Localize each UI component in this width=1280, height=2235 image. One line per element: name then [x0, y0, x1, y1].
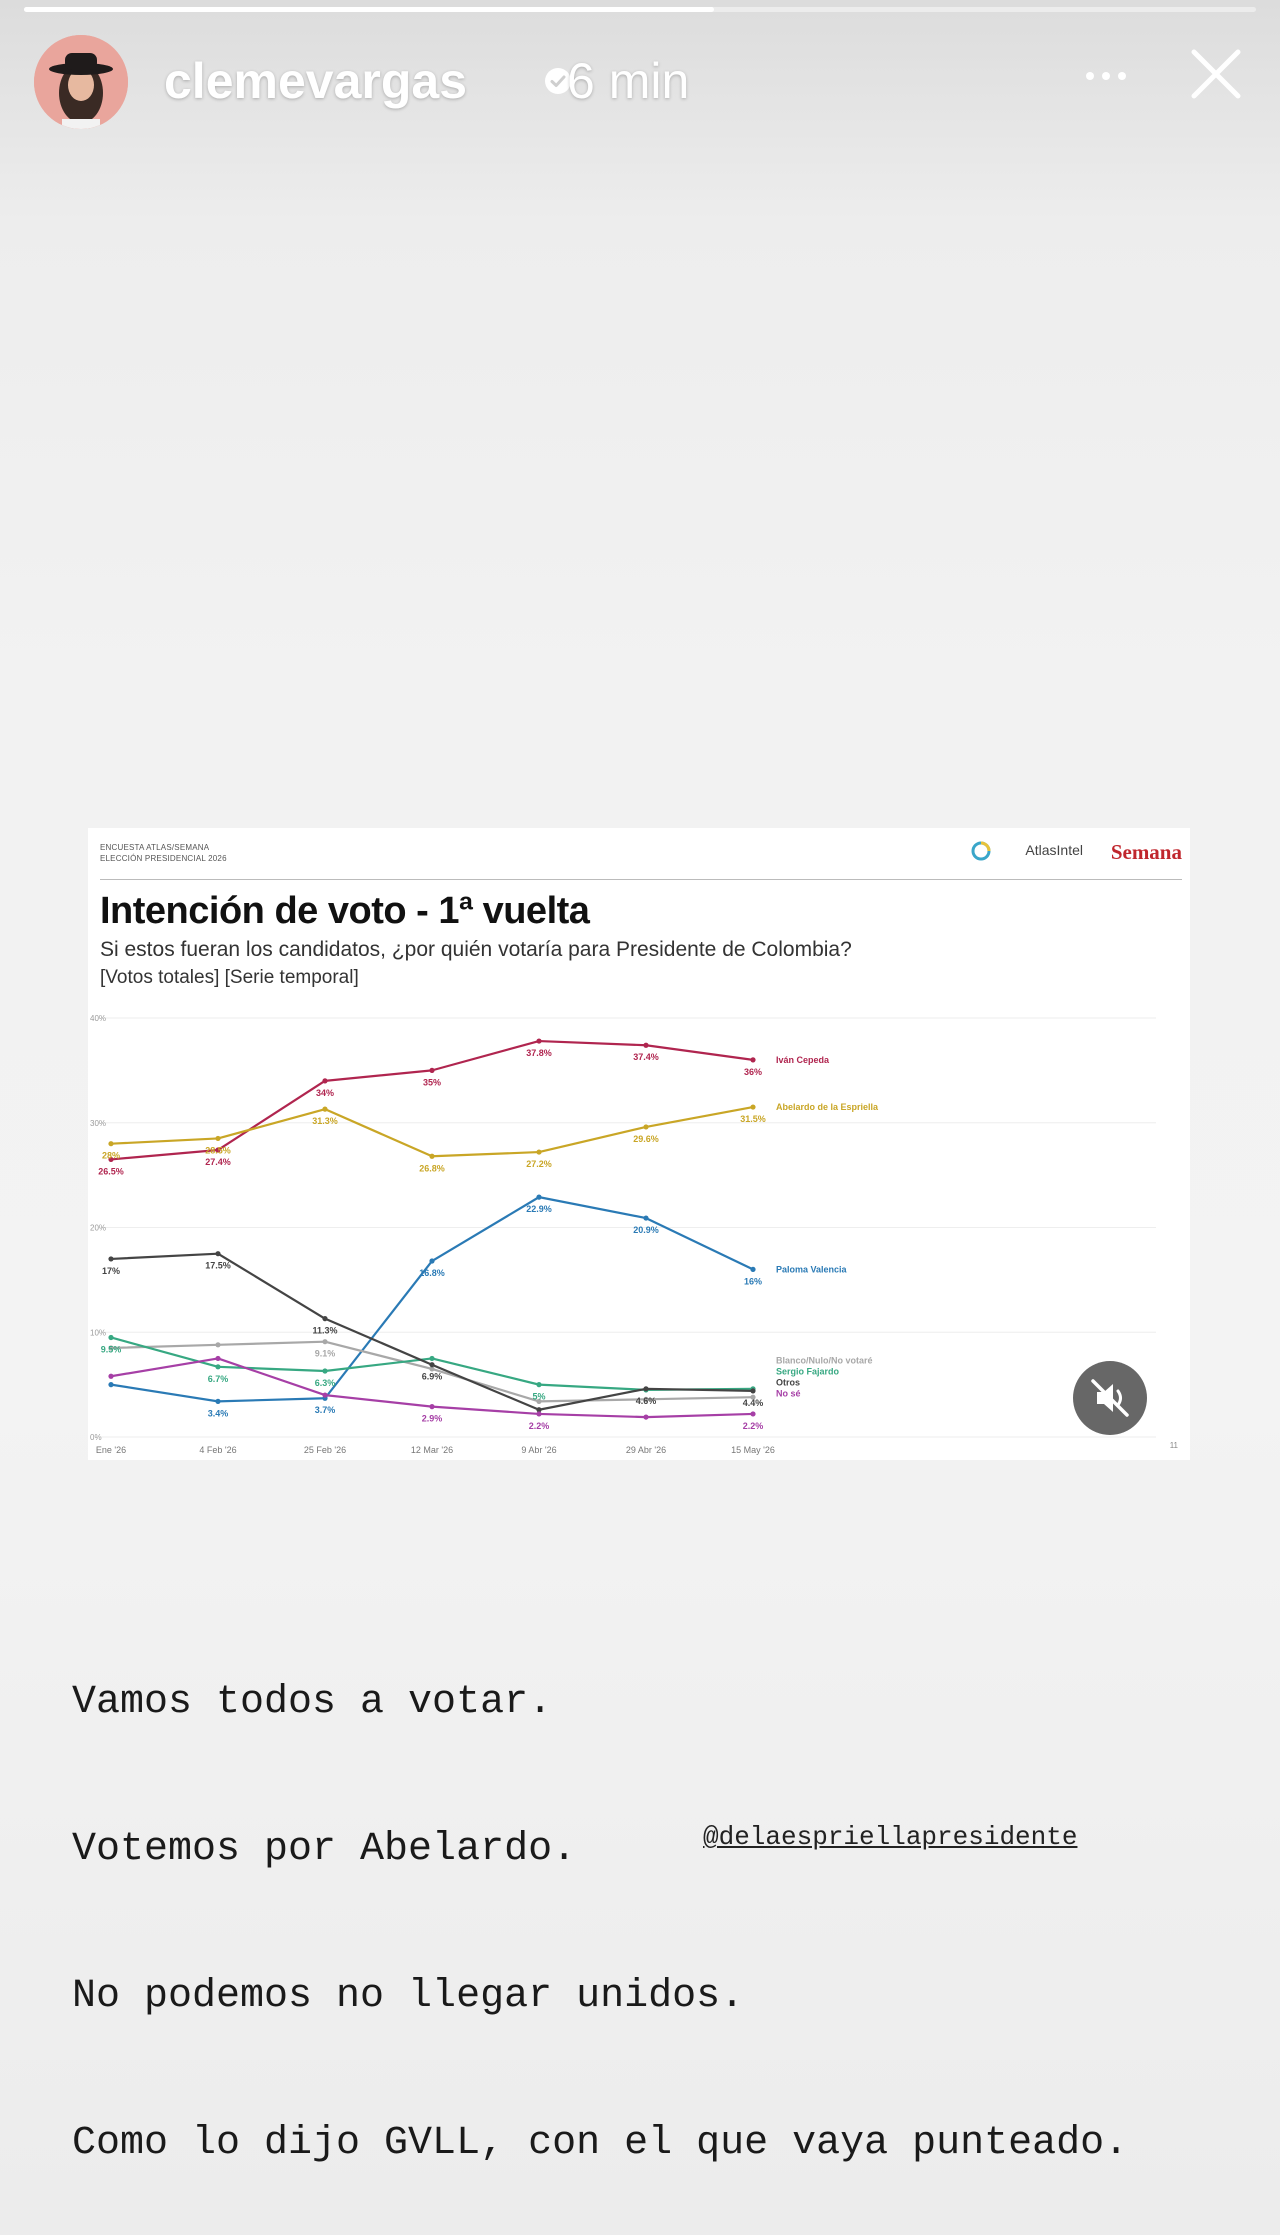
data-point: [750, 1267, 755, 1272]
data-point: [643, 1124, 648, 1129]
data-point: [536, 1382, 541, 1387]
data-point: [215, 1399, 220, 1404]
data-label: 16%: [743, 1276, 763, 1287]
story-caption: [72, 1580, 1128, 2217]
chart-note: [Votos totales] [Serie temporal]: [100, 967, 359, 988]
series-name-label: Paloma Valencia: [776, 1264, 847, 1275]
atlasintel-brand: AtlasIntel: [1025, 842, 1083, 858]
data-label: 37.8%: [526, 1048, 552, 1059]
mute-button[interactable]: [1073, 1361, 1147, 1435]
y-tick-label: 30%: [90, 1118, 107, 1128]
data-label: 17%: [101, 1265, 121, 1276]
data-label: 4.4%: [742, 1397, 764, 1408]
kicker-line-1: ENCUESTA ATLAS/SEMANA: [100, 843, 210, 852]
data-label: 31.5%: [740, 1114, 766, 1125]
data-point: [215, 1251, 220, 1256]
data-label: 6.9%: [421, 1371, 443, 1382]
data-point: [322, 1316, 327, 1321]
data-label: 11.3%: [312, 1325, 338, 1336]
mention-link[interactable]: @delaespriellapresidente: [703, 1822, 1078, 1852]
data-point: [750, 1411, 755, 1416]
data-label: 5%: [532, 1391, 546, 1402]
data-label: 2.2%: [528, 1420, 550, 1431]
data-point: [429, 1258, 434, 1263]
page-number: 11: [1169, 1441, 1178, 1450]
more-options-icon[interactable]: [1076, 56, 1136, 96]
series-name-label: Blanco/Nulo/No votaré: [776, 1355, 873, 1366]
data-label: 16.8%: [419, 1268, 445, 1279]
avatar[interactable]: [34, 35, 128, 129]
series-name-label: Abelardo de la Espriella: [776, 1102, 879, 1113]
data-label: 26.5%: [98, 1166, 124, 1177]
x-tick-label: 4 Feb '26: [199, 1445, 237, 1455]
data-point: [429, 1154, 434, 1159]
data-point: [322, 1107, 327, 1112]
data-point: [429, 1356, 434, 1361]
data-label: 9.1%: [314, 1348, 336, 1359]
line-chart: [88, 988, 1190, 1460]
data-label: 31.3%: [312, 1116, 338, 1127]
x-tick-label: 12 Mar '26: [410, 1445, 454, 1455]
series-name-label: Sergio Fajardo: [776, 1366, 840, 1377]
username[interactable]: clemevargas: [164, 53, 468, 109]
data-label: 27.4%: [205, 1156, 231, 1167]
data-point: [643, 1043, 648, 1048]
y-tick-label: 10%: [90, 1328, 107, 1338]
data-point: [429, 1362, 434, 1367]
data-point: [108, 1256, 113, 1261]
x-tick-label: 25 Feb '26: [303, 1445, 347, 1455]
x-tick-label: 9 Abr '26: [521, 1445, 557, 1455]
data-label: 36%: [743, 1066, 763, 1077]
caption-line: Vamos todos a votar.: [72, 1680, 553, 1725]
data-point: [215, 1136, 220, 1141]
data-label: 17.5%: [205, 1260, 231, 1271]
x-tick-label: 29 Abr '26: [625, 1445, 667, 1455]
data-point: [322, 1368, 327, 1373]
data-label: 28%: [101, 1150, 121, 1161]
data-point: [750, 1104, 755, 1109]
data-label: 6.3%: [314, 1378, 336, 1389]
story-progress-bar: [24, 7, 1256, 12]
data-label: 20.9%: [633, 1225, 659, 1236]
semana-brand: Semana: [1110, 840, 1182, 864]
x-tick-label: Ene '26: [95, 1445, 127, 1455]
series-name-label: No sé: [776, 1388, 801, 1399]
data-point: [429, 1068, 434, 1073]
series-name-label: Iván Cepeda: [776, 1054, 830, 1065]
data-point: [108, 1141, 113, 1146]
data-point: [429, 1404, 434, 1409]
caption-line: Como lo dijo GVLL, con el que vaya punteado.: [72, 2121, 1129, 2166]
chart-title: Intención de voto - 1ª vuelta: [100, 890, 590, 932]
chart-kicker: [100, 842, 227, 864]
data-label: 26.8%: [419, 1163, 445, 1174]
close-icon[interactable]: [1186, 44, 1246, 104]
data-point: [643, 1414, 648, 1419]
data-point: [108, 1374, 113, 1379]
data-label: 28.5%: [205, 1145, 231, 1156]
data-point: [322, 1078, 327, 1083]
data-label: 6.7%: [207, 1373, 229, 1384]
data-label: 29.6%: [633, 1133, 659, 1144]
data-label: 2.2%: [742, 1420, 764, 1431]
data-label: 37.4%: [633, 1052, 659, 1063]
atlasintel-logo-icon: [970, 840, 992, 862]
data-point: [215, 1342, 220, 1347]
story-progress-fill: [24, 7, 714, 12]
data-label: 35%: [422, 1077, 442, 1088]
data-label: 4.6%: [635, 1395, 657, 1406]
data-point: [750, 1388, 755, 1393]
data-point: [643, 1215, 648, 1220]
data-point: [536, 1038, 541, 1043]
post-time: 6 min: [567, 53, 690, 109]
y-tick-label: 20%: [90, 1223, 107, 1233]
speaker-muted-icon: [1073, 1361, 1147, 1435]
chart-subtitle: Si estos fueran los candidatos, ¿por quién votaría para Presidente de Colombia?: [100, 938, 852, 961]
data-point: [536, 1149, 541, 1154]
data-point: [643, 1386, 648, 1391]
data-point: [750, 1057, 755, 1062]
data-point: [215, 1364, 220, 1369]
x-tick-label: 15 May '26: [731, 1445, 775, 1455]
data-label: 3.7%: [314, 1405, 336, 1416]
data-label: 2.9%: [421, 1413, 443, 1424]
kicker-line-2: ELECCIÓN PRESIDENCIAL 2026: [100, 854, 227, 863]
series-name-label: Otros: [776, 1377, 801, 1388]
data-label: 27.2%: [526, 1159, 552, 1170]
y-tick-label: 40%: [90, 1014, 107, 1023]
data-label: 22.9%: [526, 1204, 552, 1215]
data-point: [108, 1382, 113, 1387]
data-point: [536, 1411, 541, 1416]
y-tick-label: 0%: [90, 1433, 102, 1442]
data-label: 9.5%: [100, 1344, 122, 1355]
data-point: [322, 1339, 327, 1344]
data-point: [536, 1195, 541, 1200]
story-header: [34, 30, 1246, 130]
data-point: [215, 1356, 220, 1361]
caption-line: No podemos no llegar unidos.: [72, 1974, 745, 2019]
caption-line: Votemos por Abelardo.: [72, 1827, 577, 1872]
data-point: [108, 1335, 113, 1340]
data-point: [322, 1393, 327, 1398]
data-label: 34%: [315, 1087, 335, 1098]
header-divider: [100, 879, 1182, 880]
poll-chart-image: [88, 828, 1190, 1460]
data-label: 3.4%: [207, 1408, 229, 1419]
